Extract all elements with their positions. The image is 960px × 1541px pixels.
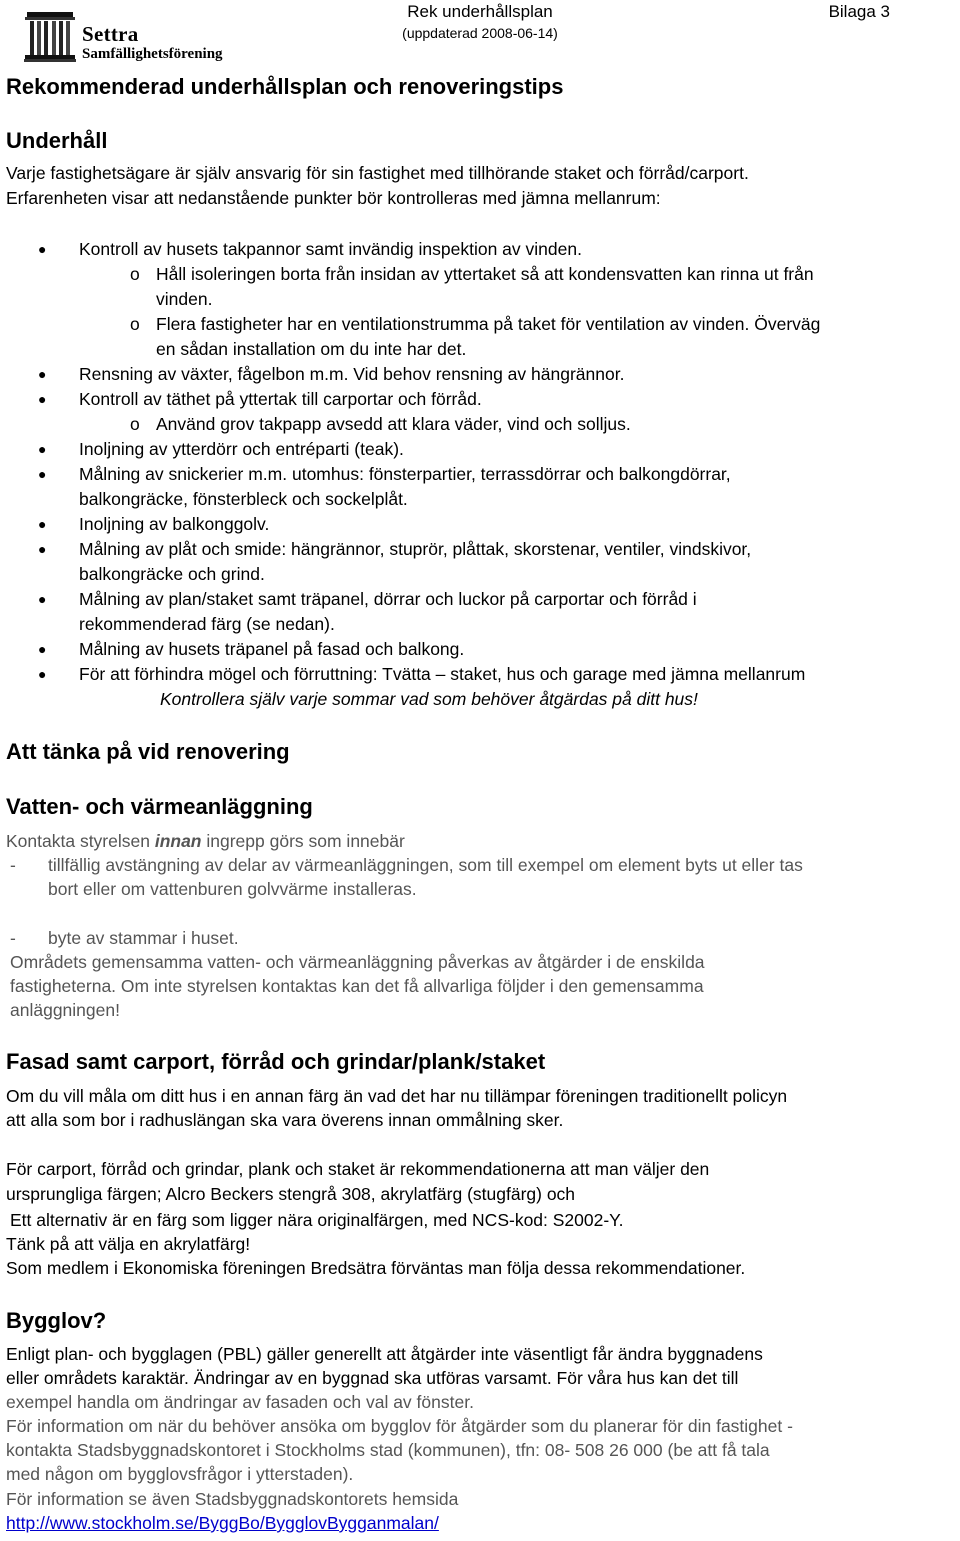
facade-tip: Tänk på att välja en akrylatfärg!: [6, 1234, 251, 1254]
facade-para-2-cont: ursprungliga färgen; Alcro Beckers stengrå 308, akrylatfärg (stugfärg) och: [6, 1184, 576, 1204]
list-subitem-cont: vinden.: [156, 289, 213, 309]
header-date: (uppdaterad 2008-06-14): [402, 25, 558, 41]
bullet-icon: ●: [38, 366, 47, 382]
water-note-3: anläggningen!: [10, 1000, 120, 1020]
bullet-icon: ●: [38, 591, 47, 607]
list-item: ● Inoljning av ytterdörr och entréparti (teak).: [0, 437, 960, 462]
maintenance-intro-1: Varje fastighetsägare är själv ansvarig för sin fastighet med tillhörande staket och förråd/carport.: [6, 163, 749, 183]
section-heading-renovation: Att tänka på vid renovering: [6, 739, 290, 764]
header-title: Rek underhållsplan: [407, 2, 553, 21]
section-heading-permit: Bygglov?: [6, 1308, 107, 1333]
bullet-icon: ●: [38, 391, 47, 407]
list-item: ● Målning av snickerier m.m. utomhus: fönsterpartier, terrassdörrar och balkongdörrar,: [0, 462, 960, 487]
permit-line-2: eller områdets karaktär. Ändringar av en byggnad ska utföras varsamt. För våra hus kan det till: [6, 1368, 739, 1388]
bullet-icon: ●: [38, 516, 47, 532]
permit-line-7: För information se även Stadsbyggnadskontorets hemsida: [6, 1489, 459, 1509]
list-subitem-cont: en sådan installation om du inte har det.: [156, 339, 467, 359]
permit-line-5: kontakta Stadsbyggnadskontoret i Stockholms stad (kommunen), tfn: 08- 508 26 000 (be att få tala: [6, 1440, 770, 1460]
permit-line-6: med någon om bygglovsfrågor i ytterstaden).: [6, 1464, 354, 1484]
logo-name: Settra: [82, 22, 139, 46]
list-item-cont: balkongräcke och grind.: [79, 564, 265, 584]
list-subitem: o Flera fastigheter har en ventilationstrumma på taket för ventilation av vinden. Överväg: [0, 312, 960, 337]
bullet-icon: ●: [38, 466, 47, 482]
logo-org: Samfällighetsförening: [82, 46, 223, 62]
list-item: ● Inoljning av balkonggolv.: [0, 512, 960, 537]
permit-line-1: Enligt plan- och bygglagen (PBL) gäller generellt att åtgärder inte väsentligt får ändra byggnadens: [6, 1344, 763, 1364]
bullet-icon: ●: [38, 641, 47, 657]
water-note-2: fastigheterna. Om inte styrelsen kontaktas kan det få allvarliga följder i den gemensamma: [10, 976, 704, 996]
section-heading-maintenance: Underhåll: [6, 128, 108, 153]
list-item: ● För att förhindra mögel och förruttning: Tvätta – staket, hus och garage med jämna mellanrum: [0, 662, 960, 687]
circle-bullet-icon: o: [130, 264, 140, 284]
list-item: ● Kontroll av husets takpannor samt invändig inspektion av vinden.: [0, 237, 960, 262]
maintenance-note: Kontrollera själv varje sommar vad som behöver åtgärdas på ditt hus!: [160, 689, 698, 709]
list-item: ● Kontroll av täthet på yttertak till carportar och förråd.: [0, 387, 960, 412]
water-dash-item-cont: bort eller om vattenburen golvvärme installeras.: [48, 879, 417, 899]
list-subitem: o Använd grov takpapp avsedd att klara väder, vind och solljus.: [0, 412, 960, 437]
maintenance-intro-2: Erfarenheten visar att nedanstående punkter bör kontrolleras med jämna mellanrum:: [6, 188, 661, 208]
header-center: [0, 0, 960, 41]
facade-para-1-cont: att alla som bor i radhuslängan ska vara överens innan ommålning sker.: [6, 1110, 564, 1130]
facade-alternative: Ett alternativ är en färg som ligger nära originalfärgen, med NCS-kod: S2002-Y.: [10, 1210, 624, 1230]
list-item-cont: balkongräcke, fönsterbleck och sockelplåt.: [79, 489, 408, 509]
page-header: [0, 0, 960, 66]
section-heading-water: Vatten- och värmeanläggning: [6, 794, 313, 819]
permit-line-3: exempel handla om ändringar av fasaden och val av fönster.: [6, 1392, 474, 1412]
permit-link-wrap: [6, 1511, 439, 1536]
facade-para-2: För carport, förråd och grindar, plank och staket är rekommendationerna att man väljer den: [6, 1159, 710, 1179]
permit-line-4: För information om när du behöver ansöka om bygglov för åtgärder som du planerar för din fastighet -: [6, 1416, 793, 1436]
list-item: ● Målning av plåt och smide: hängrännor, stuprör, plåttak, skorstenar, ventiler, vindskivor,: [0, 537, 960, 562]
list-item: ● Rensning av växter, fågelbon m.m. Vid behov rensning av hängrännor.: [0, 362, 960, 387]
water-dash-item: - tillfällig avstängning av delar av värmeanläggningen, som till exempel om element byts ut eller tas: [10, 855, 803, 875]
list-subitem: o Håll isoleringen borta från insidan av yttertaket så att kondensvatten kan rinna ut från: [0, 262, 960, 287]
maintenance-list: [0, 237, 960, 712]
water-dash-item: - byte av stammar i huset.: [10, 927, 239, 948]
list-item-cont: rekommenderad färg (se nedan).: [79, 614, 335, 634]
facade-member-note: Som medlem i Ekonomiska föreningen Bredsätra förväntas man följa dessa rekommendationer.: [6, 1258, 746, 1278]
circle-bullet-icon: o: [130, 314, 140, 334]
section-heading-facade: Fasad samt carport, förråd och grindar/plank/staket: [6, 1049, 546, 1074]
list-item: ● Målning av plan/staket samt träpanel, dörrar och luckor på carportar och förråd i: [0, 587, 960, 612]
water-note-1: Områdets gemensamma vatten- och värmeanläggning påverkas av åtgärder i de enskilda: [10, 952, 705, 972]
circle-bullet-icon: o: [130, 414, 140, 434]
bullet-icon: ●: [38, 541, 47, 557]
bullet-icon: ●: [38, 666, 47, 682]
facade-para-1: Om du vill måla om ditt hus i en annan färg än vad det har nu tillämpar föreningen traditionellt policyn: [6, 1086, 788, 1106]
bullet-icon: ●: [38, 441, 47, 457]
water-intro: Kontakta styrelsen innan ingrepp görs som innebär: [6, 831, 405, 851]
permit-website-link[interactable]: http://www.stockholm.se/ByggBo/BygglovBygganmalan/: [6, 1513, 439, 1533]
header-appendix: Bilaga 3: [828, 2, 890, 21]
list-item: ● Målning av husets träpanel på fasad och balkong.: [0, 637, 960, 662]
document-title: Rekommenderad underhållsplan och renoveringstips: [6, 74, 564, 99]
bullet-icon: ●: [38, 241, 47, 257]
